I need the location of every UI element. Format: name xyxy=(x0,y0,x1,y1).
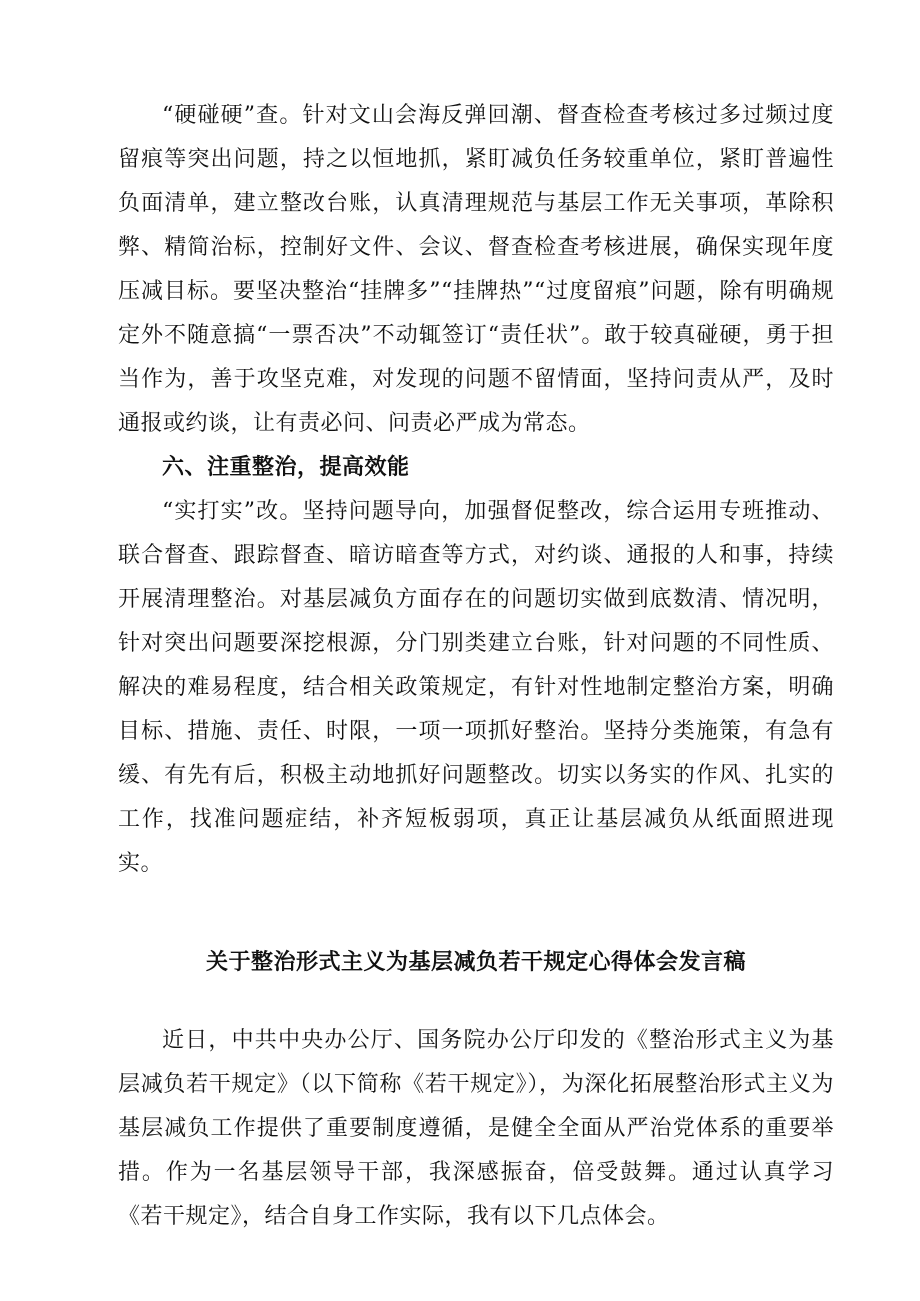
section6-paragraph: “实打实”改。坚持问题导向，加强督促整改，综合运用专班推动、联合督查、跟踪督查、暗访暗查等方式，对约谈、通报的人和事，持续开展清理整治。对基层减负方面存在的问题切实做到底数清、情况明，针对突出问题要深挖根源，分门别类建立台账，针对问题的不同性质、解决的难易程度，结合相关政策规定，有针对性地制定整治方案，明确目标、措施、责任、时限，一项一项抓好整治。坚持分类施策，有急有缓、有先有后，积极主动地抓好问题整改。切实以务实的作风、扎实的工作，找准问题症结，补齐短板弱项，真正让基层减负从纸面照进现实。 xyxy=(118,499,834,876)
article-title: 关于整治形式主义为基层减负若干规定心得体会发言稿 xyxy=(205,950,746,975)
spacer xyxy=(118,985,834,1019)
spacer xyxy=(118,886,834,941)
document-page xyxy=(118,94,834,1239)
section5-paragraph: “硬碰硬”查。针对文山会海反弹回潮、督查检查考核过多过频过度留痕等突出问题，持之以恒地抓，紧盯减负任务较重单位，紧盯普遍性负面清单，建立整改台账，认真清理规范与基层工作无关事项，革除积弊、精简治标，控制好文件、会议、督查检查考核进展，确保实现年度压减目标。要坚决整治“挂牌多”“挂牌热”“过度留痕”问题，除有明确规定外不随意搞“一票否决”不动辄签订“责任状”。敢于较真碰硬，勇于担当作为，善于攻坚克难，对发现的问题不留情面，坚持问责从严，及时通报或约谈，让有责必问、问责必严成为常态。 xyxy=(118,103,834,436)
section6-heading: 六、注重整治，提高效能 xyxy=(162,455,410,480)
article-intro-paragraph: 近日，中共中央办公厅、国务院办公厅印发的《整治形式主义为基层减负若干规定》（以下简称《若干规定》），为深化拓展整治形式主义为基层减负工作提供了重要制度遵循，是健全全面从严治党体系的重要举措。作为一名基层领导干部，我深感振奋，倍受鼓舞。通过认真学习《若干规定》，结合自身工作实际，我有以下几点体会。 xyxy=(118,1028,834,1229)
